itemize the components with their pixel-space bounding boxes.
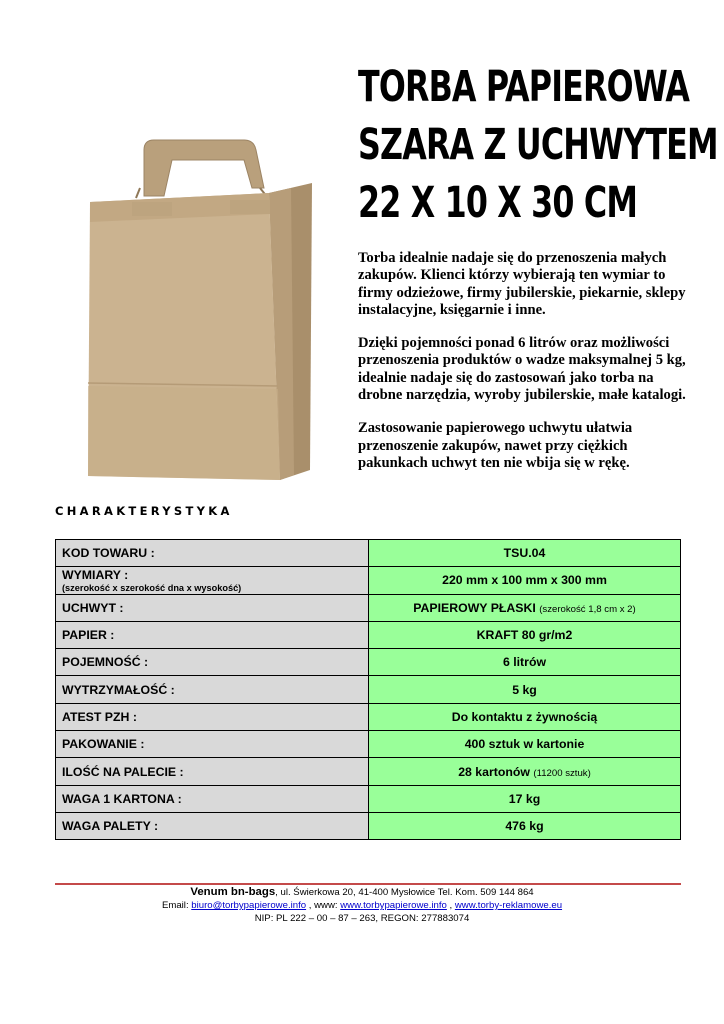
spec-value: KRAFT 80 gr/m2 — [369, 621, 681, 648]
product-title — [358, 58, 718, 232]
spec-label: WAGA PALETY : — [56, 812, 369, 839]
spec-row — [56, 621, 681, 648]
spec-value-note: (11200 sztuk) — [533, 767, 591, 779]
spec-value: TSU.04 — [369, 540, 681, 567]
footer-divider — [55, 883, 681, 885]
www-label: , www: — [306, 900, 341, 911]
spec-value: 17 kg — [369, 785, 681, 812]
spec-label — [56, 567, 369, 594]
spec-label: PAKOWANIE : — [56, 731, 369, 758]
spec-row — [56, 594, 681, 621]
description-paragraph: Torba idealnie nadaje się do przenoszenia małych zakupów. Klienci którzy wybierają ten wymiar to firmy odzieżowe, firmy jubilerskie, piekarnie, sklepy instalacyjne, księgarnie i inne. — [358, 250, 686, 318]
spec-value: Do kontaktu z żywnością — [369, 703, 681, 730]
website-link-2[interactable]: www.torby-reklamowe.eu — [454, 900, 563, 911]
title-line-2: SZARA Z UCHWYTEM — [358, 120, 718, 170]
spec-label: WYTRZYMAŁOŚĆ : — [56, 676, 369, 703]
spec-row — [56, 703, 681, 730]
spec-value-text: 28 kartonów — [458, 764, 530, 779]
spec-row — [56, 567, 681, 594]
description-paragraph: Zastosowanie papierowego uchwytu ułatwia przenoszenie zakupów, nawet przy ciężkich pakunkach uchwyt ten nie wbija się w rękę. — [358, 420, 633, 471]
email-link[interactable]: biuro@torbypapierowe.info — [191, 900, 307, 911]
footer-nip-line: NIP: PL 222 – 00 – 87 – 263, REGON: 277883074 — [254, 913, 470, 924]
spec-value-text: PAPIEROWY PŁASKI — [413, 600, 536, 615]
spec-value: 6 litrów — [369, 649, 681, 676]
description-paragraph: Dzięki pojemności ponad 6 litrów oraz możliwości przenoszenia produktów o wadze maksymalnej 5 kg, idealnie nadaje się do zastosowań jako torba na drobne narzędzia, wyroby jubilerskie, małe katalogi. — [358, 335, 686, 404]
title-line-1: TORBA PAPIEROWA — [358, 62, 690, 112]
spec-row — [56, 676, 681, 703]
product-description — [358, 250, 688, 488]
spec-row — [56, 812, 681, 839]
spec-label-sub: (szerokość x szerokość dna x wysokość) — [62, 582, 242, 593]
spec-value: 476 kg — [369, 812, 681, 839]
spec-label: ILOŚĆ NA PALECIE : — [56, 758, 369, 785]
spec-label: UCHWYT : — [56, 594, 369, 621]
spec-row — [56, 785, 681, 812]
spec-label: POJEMNOŚĆ : — [56, 649, 369, 676]
spec-value — [369, 758, 681, 785]
footer — [0, 886, 724, 925]
spec-value-note: (szerokość 1,8 cm x 2) — [539, 603, 636, 615]
spec-value — [369, 594, 681, 621]
email-label: Email: — [161, 900, 192, 911]
company-address: , ul. Świerkowa 20, 41-400 Mysłowice Tel. Kom. 509 144 864 — [275, 887, 534, 898]
spec-row — [56, 758, 681, 785]
paper-bag-image — [84, 138, 314, 483]
spec-value: 400 sztuk w kartonie — [369, 731, 681, 758]
spec-value: 220 mm x 100 mm x 300 mm — [369, 567, 681, 594]
title-line-3: 22 X 10 X 30 CM — [358, 178, 638, 228]
spec-row — [56, 731, 681, 758]
spec-row — [56, 649, 681, 676]
spec-label: ATEST PZH : — [56, 703, 369, 730]
spec-label: KOD TOWARU : — [56, 540, 369, 567]
footer-address-line — [0, 886, 724, 899]
section-title: CHARAKTERYSTYKA — [55, 504, 233, 518]
spec-value: 5 kg — [369, 676, 681, 703]
spec-label: PAPIER : — [56, 621, 369, 648]
spec-row — [56, 540, 681, 567]
website-link-1[interactable]: www.torbypapierowe.info — [340, 900, 447, 911]
spec-label-text: WYMIARY : — [62, 567, 129, 582]
link-separator: , — [446, 900, 455, 911]
footer-contact-line — [0, 899, 724, 912]
company-name: Venum bn-bags — [190, 886, 276, 898]
spec-label: WAGA 1 KARTONA : — [56, 785, 369, 812]
spec-table — [55, 539, 681, 840]
